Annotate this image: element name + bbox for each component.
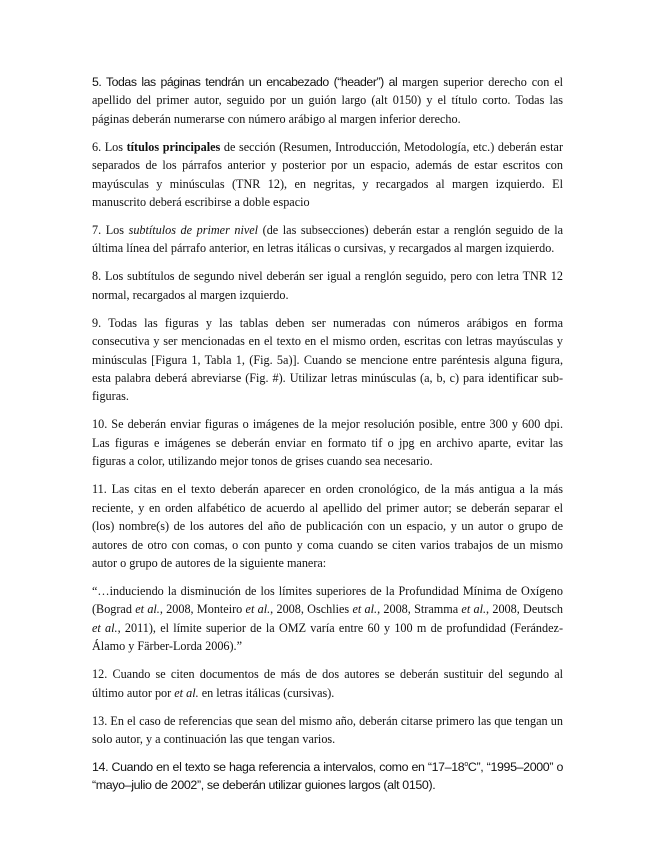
paragraph-7-italic: subtítulos de primer nivel <box>128 223 259 238</box>
paragraph-11-text: 11. Las citas en el texto deberán aparecer en orden cronológico, de la más antigua a la más reciente, y en orden alfabético de acuerdo al apellido del primer autor; se deberán separar el (los) nombre(s) de los autores del año de publicación con un espacio, y un autor o grupo de autores de otro con comas, o con punto y coma cuando se citen varios trabajos de un mismo autor o grupo de autores de la siguiente manera: <box>92 482 563 570</box>
paragraph-6-bold: títulos principales <box>126 139 221 154</box>
paragraph-13-text: 13. En el caso de referencias que sean del mismo año, deberán citarse primero las que tengan un solo autor, y a continuación las que tengan varios. <box>92 713 563 746</box>
paragraph-9-text: 9. Todas las figuras y las tablas deben ser numeradas con números arábigos en forma consecutiva y ser mencionadas en el texto en el mismo orden, escritas con letras mayúsculas y minúsculas [Figura 1, Tabla 1, (Fig. 5a)]. Cuando se mencione entre paréntesis alguna figura, esta palabra deberá abreviarse (Fig. #). Utilizar letras minúsculas (a, b, c) para identificar sub-figuras. <box>92 315 563 404</box>
paragraph-6-lead: 6. Los <box>92 139 127 154</box>
quote-paragraph <box>92 582 563 656</box>
paragraph-14-lead: 14. Cuando en el texto se haga referencia a intervalos, como en “17–18 <box>92 759 465 774</box>
paragraph-12-text: en letras itálicas (cursivas). <box>198 685 335 700</box>
paragraph-14-text: C”, “1995–2000” o “mayo–julio de 2002”, se deberán utilizar guiones largos (alt 0150). <box>92 759 563 793</box>
paragraph-6 <box>92 138 563 212</box>
quote-part-2: , 2008, Monteiro <box>159 602 246 617</box>
paragraph-10 <box>92 415 563 470</box>
quote-part-3: , 2008, Oschlies <box>270 602 353 617</box>
paragraph-5-lead: 5. Todas las páginas tendrán un encabezado (“header”) al <box>92 75 398 89</box>
paragraph-13 <box>92 712 563 749</box>
paragraph-5-text: margen superior derecho con el apellido del primer autor, seguido por un guión largo (alt 0150) y el título corto. Todas las páginas deberán numerarse con número arábigo al margen inferior derecho. <box>92 75 564 126</box>
quote-etal-5: et al. <box>92 620 118 635</box>
quote-part-5: , 2008, Deutsch <box>486 602 563 617</box>
paragraph-14-degree: o <box>464 760 468 768</box>
paragraph-8-text: 8. Los subtítulos de segundo nivel deberán ser igual a renglón seguido, pero con letra TNR 12 normal, recargados al margen izquierdo. <box>92 269 563 302</box>
quote-etal-4: et al. <box>461 602 487 617</box>
paragraph-12-lead: 12. Cuando se citen documentos de más de dos autores se deberán sustituir del segundo al último autor por <box>92 667 563 700</box>
paragraph-10-text: 10. Se deberán enviar figuras o imágenes de la mejor resolución posible, entre 300 y 600 dpi. Las figuras e imágenes se deberán enviar en formato tif o jpg en archivo aparte, evitar las figuras a color, utilizando mejor tonos de grises cuando sea necesario. <box>92 417 563 469</box>
document-page <box>92 73 563 804</box>
paragraph-7-text: (de las subsecciones) deberán estar a renglón seguido de la última línea del párrafo anterior, en letras itálicas o cursivas, y recargados al margen izquierdo. <box>92 223 564 256</box>
paragraph-12-italic: et al. <box>174 685 199 700</box>
quote-etal-2: et al. <box>245 602 271 617</box>
paragraph-8 <box>92 267 563 304</box>
paragraph-7-lead: 7. Los <box>92 223 129 238</box>
paragraph-14 <box>92 758 563 795</box>
paragraph-11 <box>92 480 563 572</box>
quote-etal-1: et al. <box>135 602 160 617</box>
quote-etal-3: et al. <box>352 602 378 617</box>
quote-part-1: “…induciendo la disminución de los límites superiores de la Profundidad Mínima de Oxígeno (Bograd <box>92 583 563 617</box>
paragraph-12 <box>92 665 563 702</box>
paragraph-5 <box>92 73 563 128</box>
paragraph-6-text: de sección (Resumen, Introducción, Metodología, etc.) deberán estar separados de los párrafos anterior y posterior por un espacio, además de estar escritos con mayúsculas y minúsculas (TNR 12), en negritas, y recargados al margen izquierdo. El manuscrito deberá escribirse a doble espacio <box>92 139 564 210</box>
quote-part-4: , 2008, Stramma <box>377 602 462 617</box>
quote-part-6: , 2011), el límite superior de la OMZ varía entre 60 y 100 m de profundidad (Ferández-Álamo y Färber-Lorda 2006).” <box>92 620 563 654</box>
paragraph-9 <box>92 314 563 406</box>
paragraph-7 <box>92 221 563 258</box>
